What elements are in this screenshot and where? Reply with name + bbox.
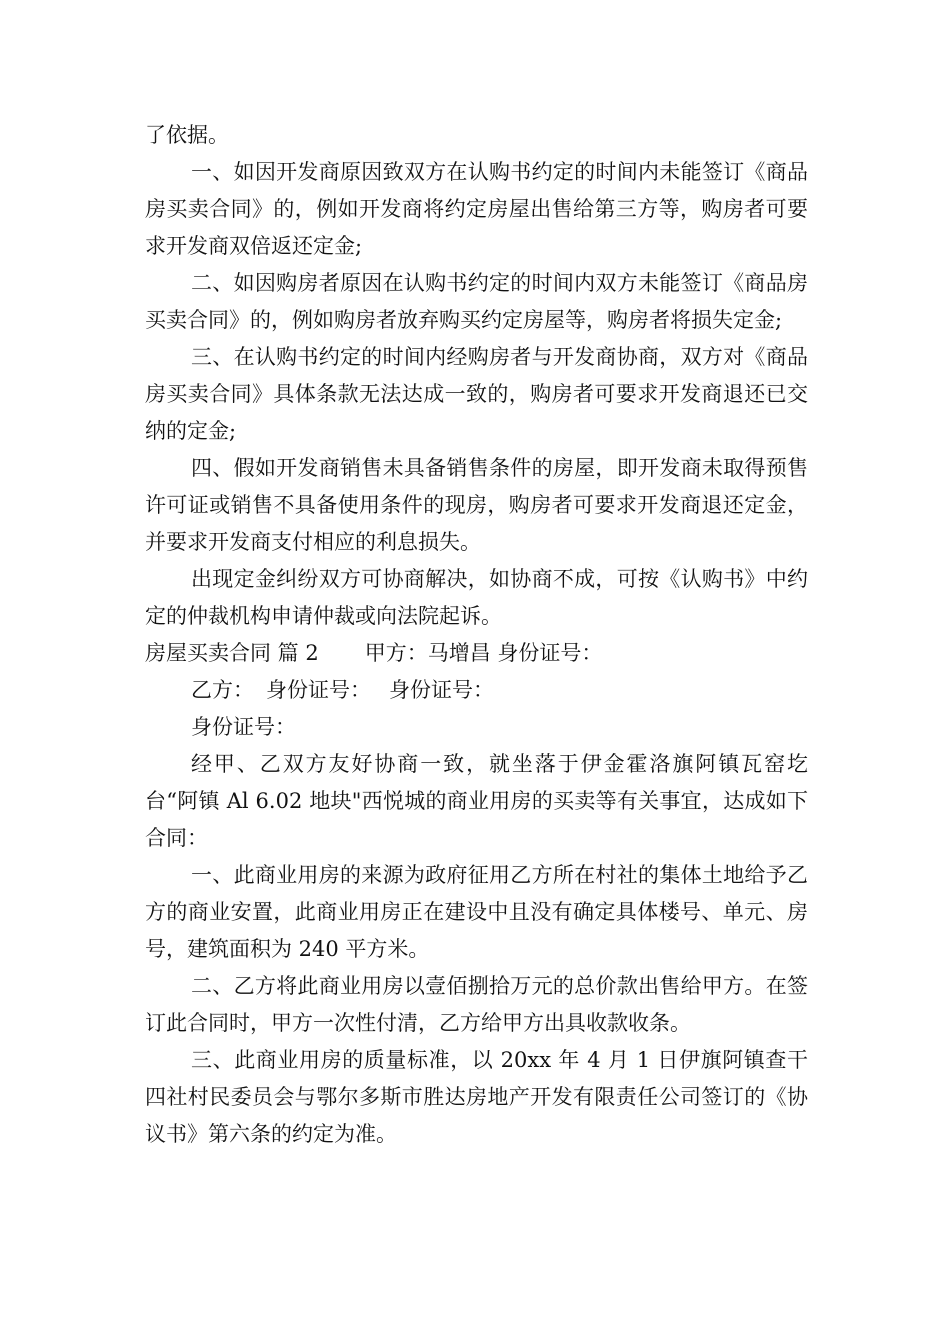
party-b-id-label-2: 身份证号： (389, 678, 494, 702)
party-b-id-line: 身份证号： (191, 715, 296, 739)
contract-heading-line (145, 635, 808, 672)
paragraph-continuation: 了依据。 (145, 123, 229, 147)
paragraph-article-1: 一、此商业用房的来源为政府征用乙方所在村社的集体土地给予乙方的商业安置，此商业用房正在建设中且没有确定具体楼号、单元、房号，建筑面积为 240 平方米。 (145, 863, 808, 961)
paragraph-clause-2: 二、如因购房者原因在认购书约定的时间内双方未能签订《商品房买卖合同》的，例如购房者放弃购买约定房屋等，购房者将损失定金; (145, 271, 808, 332)
party-b-line (145, 672, 808, 709)
party-b-label: 乙方： (191, 678, 254, 702)
document-body (145, 117, 808, 1153)
party-a-line: 甲方：马增昌 身份证号： (364, 641, 603, 665)
paragraph-article-2: 二、乙方将此商业用房以壹佰捌拾万元的总价款出售给甲方。在签订此合同时，甲方一次性付清，乙方给甲方出具收款收条。 (145, 974, 808, 1035)
paragraph-clause-4: 四、假如开发商销售未具备销售条件的房屋，即开发商未取得预售许可证或销售不具备使用条件的现房，购房者可要求开发商退还定金，并要求开发商支付相应的利息损失。 (145, 456, 808, 554)
paragraph-dispute-resolution: 出现定金纠纷双方可协商解决，如协商不成，可按《认购书》中约定的仲裁机构申请仲裁或向法院起诉。 (145, 567, 808, 628)
paragraph-clause-1: 一、如因开发商原因致双方在认购书约定的时间内未能签订《商品房买卖合同》的，例如开发商将约定房屋出售给第三方等，购房者可要求开发商双倍返还定金; (145, 160, 808, 258)
contract-title: 房屋买卖合同 篇 2 (145, 641, 319, 665)
party-b-id-label-1: 身份证号： (266, 678, 371, 702)
paragraph-clause-3: 三、在认购书约定的时间内经购房者与开发商协商，双方对《商品房买卖合同》具体条款无法达成一致的，购房者可要求开发商退还已交纳的定金; (145, 345, 808, 443)
paragraph-agreement-intro: 经甲、乙双方友好协商一致，就坐落于伊金霍洛旗阿镇瓦窑圪台“阿镇 Al 6.02 地块"西悦城的商业用房的买卖等有关事宜，达成如下合同： (145, 752, 808, 850)
paragraph-article-3: 三、此商业用房的质量标准，以 20xx 年 4 月 1 日伊旗阿镇查干四社村民委员会与鄂尔多斯市胜达房地产开发有限责任公司签订的《协议书》第六条的约定为准。 (145, 1048, 808, 1146)
